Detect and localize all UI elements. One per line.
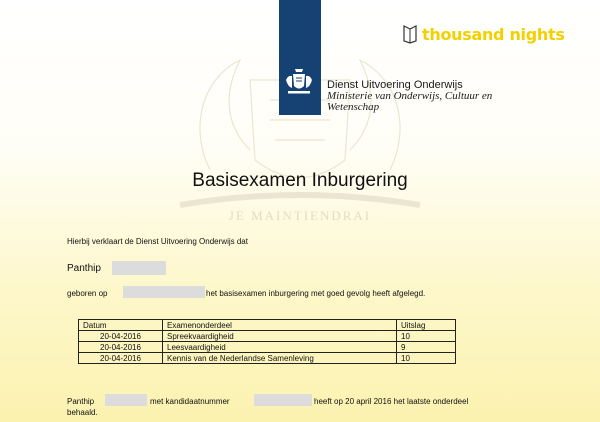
redacted-candidate-number bbox=[254, 394, 312, 406]
book-icon bbox=[402, 24, 418, 44]
cell-component: Spreekvaardigheid bbox=[163, 331, 397, 342]
watermark-motto: JE MAINTIENDRAI bbox=[228, 208, 372, 223]
table-row bbox=[79, 331, 456, 342]
cell-score: 9 bbox=[397, 342, 456, 353]
cell-component: Kennis van de Nederlandse Samenleving bbox=[163, 353, 397, 364]
table-header-row bbox=[79, 320, 456, 331]
footer-statement-end: behaald. bbox=[67, 408, 98, 417]
document-title: Basisexamen Inburgering bbox=[192, 170, 408, 191]
cell-component: Leesvaardigheid bbox=[163, 342, 397, 353]
cell-date: 20-04-2016 bbox=[79, 331, 163, 342]
table-row bbox=[79, 342, 456, 353]
footer-name: Panthip bbox=[67, 397, 95, 406]
header-uitslag: Uitslag bbox=[397, 320, 456, 331]
ministry-line: Ministerie van Onderwijs, Cultuur en bbox=[327, 90, 493, 102]
coat-of-arms-icon bbox=[283, 66, 315, 98]
header-examenonderdeel: Examenonderdeel bbox=[163, 320, 397, 331]
ministry-name bbox=[327, 80, 492, 113]
born-suffix: het basisexamen inburgering met goed gevolg heeft afgelegd. bbox=[206, 289, 426, 298]
footer-statement: heeft op 20 april 2016 het laatste onderdeel bbox=[314, 397, 469, 406]
cell-date: 20-04-2016 bbox=[79, 353, 163, 364]
redacted-birthdate bbox=[123, 286, 205, 298]
brand-name: thousand nights bbox=[422, 24, 565, 44]
cell-date: 20-04-2016 bbox=[79, 342, 163, 353]
intro-text: Hierbij verklaart de Dienst Uitvoering Onderwijs dat bbox=[67, 237, 248, 246]
table-row bbox=[79, 353, 456, 364]
cell-score: 10 bbox=[397, 353, 456, 364]
header-datum: Datum bbox=[79, 320, 163, 331]
born-prefix: geboren op bbox=[67, 289, 108, 298]
ministry-department: Dienst Uitvoering Onderwijs bbox=[327, 79, 463, 91]
brand-logo bbox=[402, 24, 565, 44]
ministry-line-cont: Wetenschap bbox=[327, 101, 380, 113]
results-table bbox=[78, 319, 456, 364]
redacted-surname-footer bbox=[105, 394, 147, 406]
footer-candidate-label: met kandidaatnummer bbox=[150, 397, 230, 406]
candidate-first-name: Panthip bbox=[67, 263, 101, 274]
redacted-surname bbox=[112, 261, 166, 275]
cell-score: 10 bbox=[397, 331, 456, 342]
